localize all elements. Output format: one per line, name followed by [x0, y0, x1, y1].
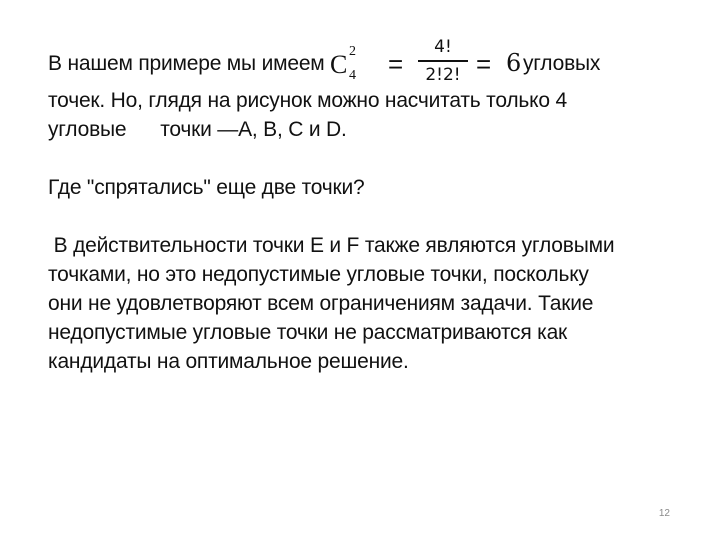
formula-fraction [418, 36, 468, 86]
formula-fraction-bar [418, 60, 468, 62]
formula-equals-sign-2: = [476, 49, 492, 79]
paragraph1-line1-end: угловых [523, 52, 601, 75]
paragraph3-line1: В действительности точки E и F также являются угловыми [48, 234, 615, 257]
formula-result: 6 [506, 49, 522, 77]
combination-formula [330, 36, 520, 96]
paragraph2-line1: Где "спрятались" еще две точки? [48, 176, 365, 199]
paragraph1-line2: точек. Но, глядя на рисунок можно насчитать только 4 [48, 89, 567, 112]
formula-equals-sign: = [388, 49, 404, 79]
paragraph1-line3: угловые точки —A, B, C и D. [48, 118, 347, 141]
paragraph3-line4: недопустимые угловые точки не рассматриваются как [48, 321, 568, 344]
page-number: 12 [658, 508, 670, 519]
paragraph3-line2: точками, но это недопустимые угловые точки, поскольку [48, 263, 589, 286]
paragraph1-line1-start: В нашем примере мы имеем [48, 52, 325, 75]
paragraph3-line3: они не удовлетворяют всем ограничениям задачи. Такие [48, 292, 594, 315]
formula-superscript: 2 [349, 44, 356, 59]
formula-subscript: 4 [349, 68, 356, 83]
formula-numerator: 4! [434, 37, 452, 57]
formula-denominator: 2!2! [425, 64, 461, 85]
formula-combination-letter: C [330, 50, 348, 79]
paragraph3-line5: кандидаты на оптимальное решение. [48, 350, 409, 373]
